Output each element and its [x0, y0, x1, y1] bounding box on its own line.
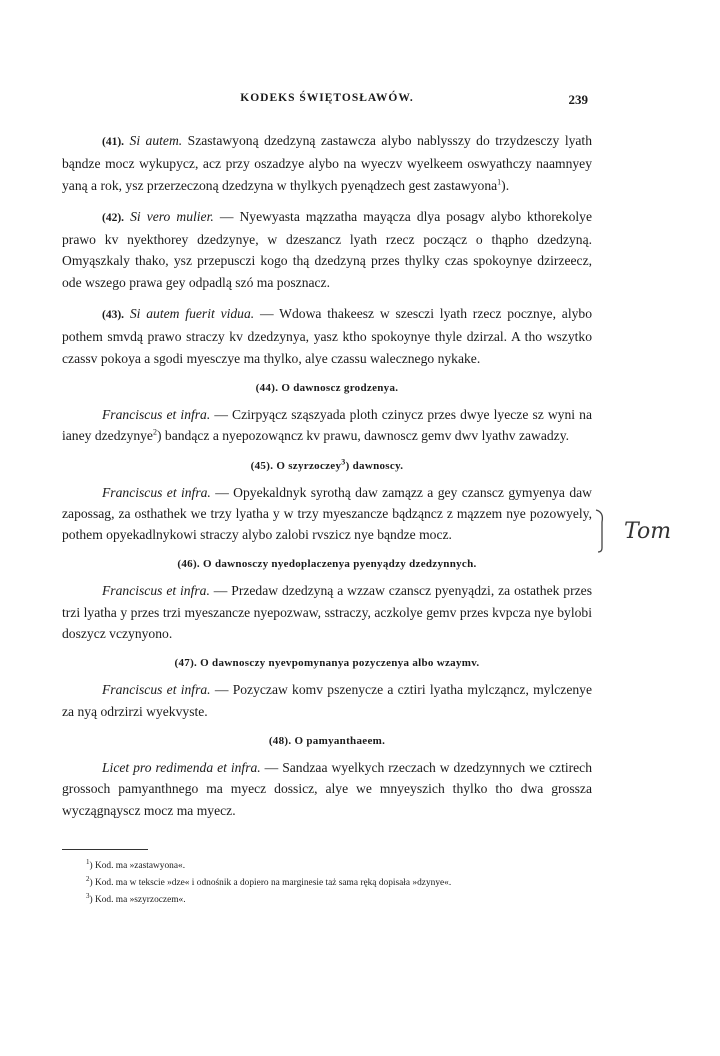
section-text: — Nyewyasta mązzatha mayącza dlya posagv alybo kthorekolye prawo kv nyekthorey dzedzynye, w dzeszancz lyath rzecz począcz o thąpho dzedzyną. Omyąszkaly thako, ysz przepusczi kogo thą dzedzyną przes thylky czas spokoynye dzirzeecz, ode wszego prawa gey odpadlą szó ma posznacz. — [62, 208, 592, 290]
latin-incipit: Si vero mulier. — [130, 208, 214, 224]
latin-incipit: Si autem. — [129, 133, 183, 148]
latin-incipit: Franciscus et infra. — [102, 682, 211, 698]
section-heading-46: (46). O dawnosczy nyedoplaczenya pyenyądzy dzedzynnych. — [177, 558, 477, 571]
footnote-2: $^2$) Kod. ma w tekscie »dze« i odnośnik a dopiero na marginesie taż sama ręką dopisała »dzynye«. — [86, 874, 452, 889]
section-number: (43). — [102, 309, 125, 322]
section-text: — Przedaw dzedzyną a wzzaw czanscz pyenyądzi, za ostathek przes trzi lyatha y przes trzi myeszancze nyepozwaw, sstraczy, aczkolye gemv przes kvpcza nye bylobi doszycz vczynyono. — [62, 583, 592, 642]
latin-incipit: Si autem fuerit vidua. — [129, 306, 255, 322]
section-text: — Czirpyącz sząszyada ploth czinycz przes dwye lyecze sz wyni na ianey dzedzynye — [62, 406, 592, 444]
section-number: (42). — [102, 211, 125, 224]
latin-incipit: Franciscus et infra. — [102, 583, 210, 599]
section-46 — [62, 580, 592, 644]
handwritten-margin-note — [594, 508, 704, 554]
section-45 — [62, 482, 592, 546]
latin-incipit: Licet pro redimenda et infra. — [102, 759, 261, 775]
footnote-ref: 2 — [152, 427, 157, 437]
section-43 — [62, 303, 592, 369]
section-48 — [62, 757, 592, 821]
section-41: (41). Si autem. Szastawyoną dzedzyną zastawcza alybo nablysszy do trzydzesczy lyath bąndze mocz wykupycz, acz przy oszadzye alybo na wyeczv wyelkeem oswyathczy naamnyey yaną a rok, ysz przerzeczoną dzedzyna w thylkych pyenądzech gest zastawyona$^1$). — [62, 133, 592, 193]
running-title: KODEKS ŚWIĘTOSŁAWÓW. — [240, 92, 414, 104]
page — [62, 86, 592, 907]
margin-bracket-icon — [594, 508, 704, 554]
latin-incipit: Franciscus et infra. — [102, 484, 211, 500]
footnotes — [62, 856, 592, 907]
page-header — [62, 86, 592, 112]
footnote-3: $^3$) Kod. ma »szyrzoczem«. — [86, 892, 186, 906]
footnote-1: $^1$) Kod. ma »zastawyona«. — [86, 857, 186, 871]
section-text: — Wdowa thakeesz w szesczi lyath rzecz pocznye, alybo pothem smvdą prawo straczy kv dzedzynya, yasz ktho spokoynye thyle dzirzal. A tho wszytko czassv pokoya a sgodi myesczye ma thylko, alye czassu walecznego nykake. — [62, 306, 592, 366]
section-44: Franciscus et infra. — Czirpyącz sząszyada ploth czinycz przes dwye lyecze sz wyni na ianey dzedzynye$^2$) bandącz a nyepozowąncz kv prawu, dawnoscz gemv dwv lyathv zawadzy. — [62, 406, 592, 444]
section-text: Szastawyoną dzedzyną zastawcza alybo nablysszy do trzydzesczy lyath bąndze mocz wykupycz, acz przy oszadzye alybo na wyeczv wyelkeem oswyathczy naamnyey yaną a rok, ysz przerzeczoną dzedzyna w thylkych pyenądzech gest zastawyona — [62, 133, 592, 193]
section-heading-47: (47). O dawnosczy nyevpomynanya pozyczenya albo wzaymv. — [174, 657, 480, 670]
section-heading-48: (48). O pamyanthaeem. — [268, 734, 386, 747]
section-42 — [62, 206, 592, 293]
margin-note-text: Tom — [624, 519, 672, 544]
section-text: — Opyekaldnyk syrothą daw zamązz a gey czanscz gymyenya daw zapossag, za osthathek we trzy lyatha y w trzy myeszancze bądząncz z mązzem nye pozowyely, pothem opyekadlnykowi straczy alybo zalobi rvszicz nye bąndze mocz. — [62, 484, 592, 543]
latin-incipit: Franciscus et infra. — [102, 406, 211, 422]
footnote-ref: 3 — [341, 456, 346, 466]
section-heading-45: (45). O szyrzoczey$^3$) dawnoscy. — [250, 456, 404, 472]
section-47 — [62, 679, 592, 722]
section-text: — Pozyczaw komv pszenycze a cztiri lyatha mylcząncz, mylczenye za nyą odrzirzi wyekvyste. — [62, 682, 592, 719]
section-heading-44: (44). O dawnoscz grodzenya. — [255, 381, 399, 394]
footnote-divider — [62, 849, 148, 850]
page-number: 239 — [568, 92, 588, 107]
section-text: — Sandzaa wyelkych rzeczach w dzedzynnych we cztirech grossoch pamyanthnego ma myecz dossicz, alye we mnyeyszich thylko tho dwa grossza wyczągnąyscz mocz ma myecz. — [62, 759, 593, 818]
footnote-ref: 1 — [497, 177, 502, 187]
section-number: (41). — [102, 136, 125, 148]
